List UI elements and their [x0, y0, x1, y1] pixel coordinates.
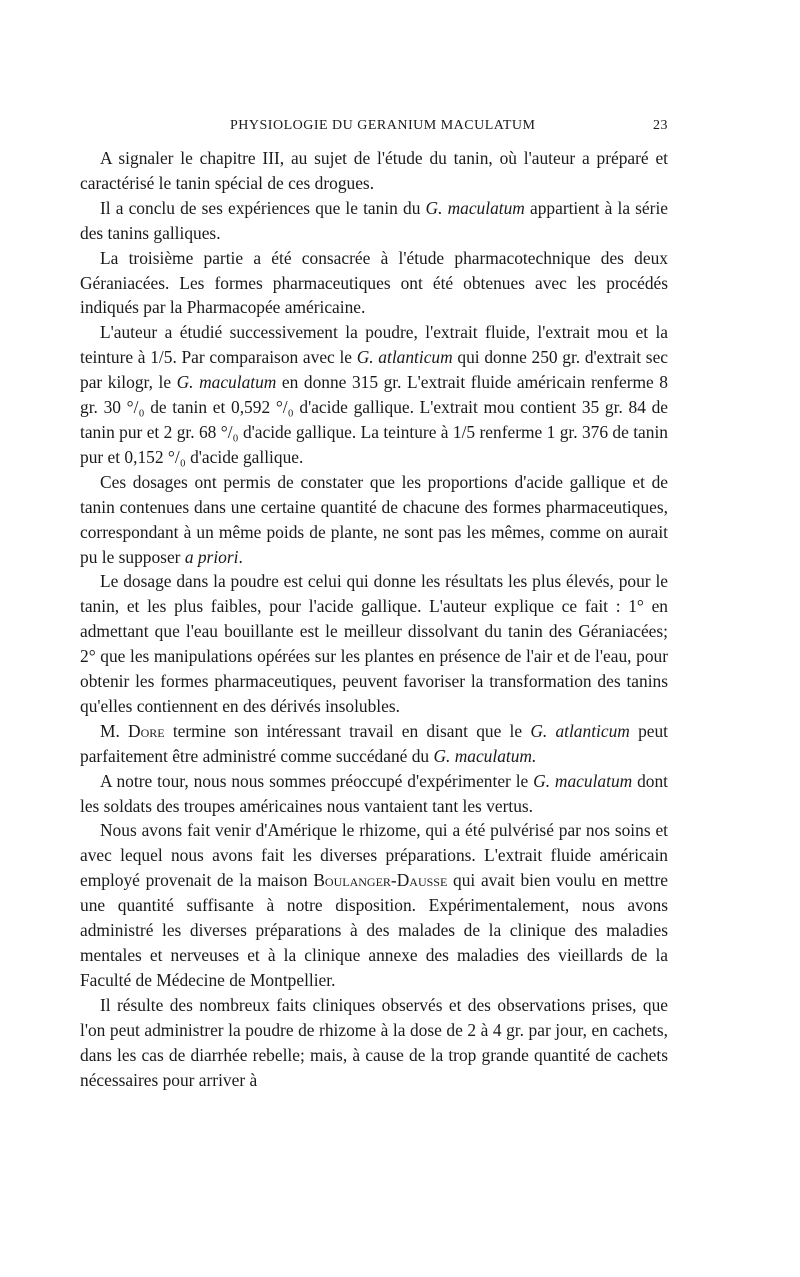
text-run: qui avait bien voulu en mettre une quantité suffisante à notre disposition. Expérimentalement, nous avons administré les diverses préparations à des malades de la clinique des maladies mentales et nerveuses et à la clinique annexe des maladies des vieillards de la Faculté de Médecine de Montpellier.	[80, 870, 668, 990]
text-run: peut parfaitement être administré comme succédané du	[80, 720, 669, 766]
paragraph	[80, 719, 668, 769]
italic-text: G. maculatum	[176, 372, 277, 393]
text-run: Ces dosages ont permis de constater que les proportions d'acide gallique et de tanin contenues dans une certaine quantité de chacune des formes pharmaceutiques, correspondant à un même poids de plante, ne sont pas les mêmes, comme on aurait pu le supposer	[80, 471, 668, 567]
paragraph	[80, 196, 668, 246]
text-run: termine son intéressant travail en disant que le	[164, 720, 531, 741]
running-header	[80, 118, 668, 140]
text-run: A signaler le chapitre III, au sujet de l'étude du tanin, où l'auteur a préparé et caractérisé le tanin spécial de ces drogues.	[80, 148, 668, 193]
text-run: Il a conclu de ses expériences que le tanin du	[100, 197, 426, 218]
text-run: L'auteur a étudié successivement la poudre, l'extrait fluide, l'extrait mou et la teinture à 1/5. Par comparaison avec le	[80, 322, 668, 368]
paragraph	[80, 146, 668, 196]
text-run: qui donne 250 gr. d'extrait sec par kilogr, le	[80, 347, 669, 393]
italic-text: G. maculatum	[533, 770, 633, 791]
italic-text: G. maculatum.	[433, 745, 537, 766]
paragraph	[80, 569, 668, 718]
body-text	[80, 146, 668, 1092]
paragraph	[80, 470, 668, 570]
text-run: dont les soldats des troupes américaines nous vantaient tant les vertus.	[80, 770, 668, 816]
italic-text: G. maculatum	[425, 197, 525, 218]
italic-text: G. atlanticum	[530, 720, 630, 741]
paragraph	[80, 769, 668, 819]
text-run: Le dosage dans la poudre est celui qui donne les résultats les plus élevés, pour le tanin, et les plus faibles, pour l'acide gallique. L'auteur explique ce fait : 1° en admettant que l'eau bouillante est le meilleur dissolvant du tanin des Géraniacées; 2° que les manipulations opérées sur les plantes en présence de l'air et de l'eau, pour obtenir les formes pharmaceutiques, peuvent favoriser la transformation des tanins qu'elles contiennent en des dérivés insolubles.	[80, 571, 668, 716]
paragraph	[80, 993, 668, 1093]
small-caps-name: Dore	[128, 720, 165, 741]
paragraph	[80, 246, 668, 321]
paragraph	[80, 818, 668, 992]
text-run: Nous avons fait venir d'Amérique le rhizome, qui a été pulvérisé par nos soins et avec lequel nous avons fait les diverses préparations. L'extrait fluide américain employé provenait de la maison	[80, 820, 668, 891]
text-run: La troisième partie a été consacrée à l'étude pharmacotechnique des deux Géraniacées. Les formes pharmaceutiques ont été obtenues avec les procédés indiqués par la Pharmacopée américaine.	[80, 247, 668, 318]
italic-text: G. atlanticum	[356, 347, 453, 368]
text-run: A notre tour, nous nous sommes préoccupé d'expérimenter le	[100, 770, 534, 791]
small-caps-name: Boulanger-Dausse	[313, 870, 448, 891]
paragraph	[80, 320, 668, 469]
running-title: PHYSIOLOGIE DU GERANIUM MACULATUM	[230, 118, 536, 133]
document-page	[80, 118, 668, 1092]
italic-text: a priori	[184, 546, 239, 567]
text-run: .	[238, 546, 243, 567]
text-run: Il résulte des nombreux faits cliniques observés et des observations prises, que l'on peut administrer la poudre de rhizome à la dose de 2 à 4 gr. par jour, en cachets, dans les cas de diarrhée rebelle; mais, à cause de la trop grande quantité de cachets nécessaires pour arriver à	[80, 994, 668, 1090]
text-run: M.	[100, 720, 129, 741]
page-number: 23	[653, 118, 668, 133]
text-run: en donne 315 gr. L'extrait fluide américain renferme 8 gr. 30 °/₀ de tanin et 0,592 °/₀ d'acide gallique. L'extrait mou contient 35 gr. 84 de tanin pur et 2 gr. 68 °/₀ d'acide gallique. La teinture à 1/5 renferme 1 gr. 376 de tanin pur et 0,152 °/₀ d'acide gallique.	[80, 372, 668, 467]
text-run: appartient à la série des tanins galliques.	[80, 197, 668, 243]
